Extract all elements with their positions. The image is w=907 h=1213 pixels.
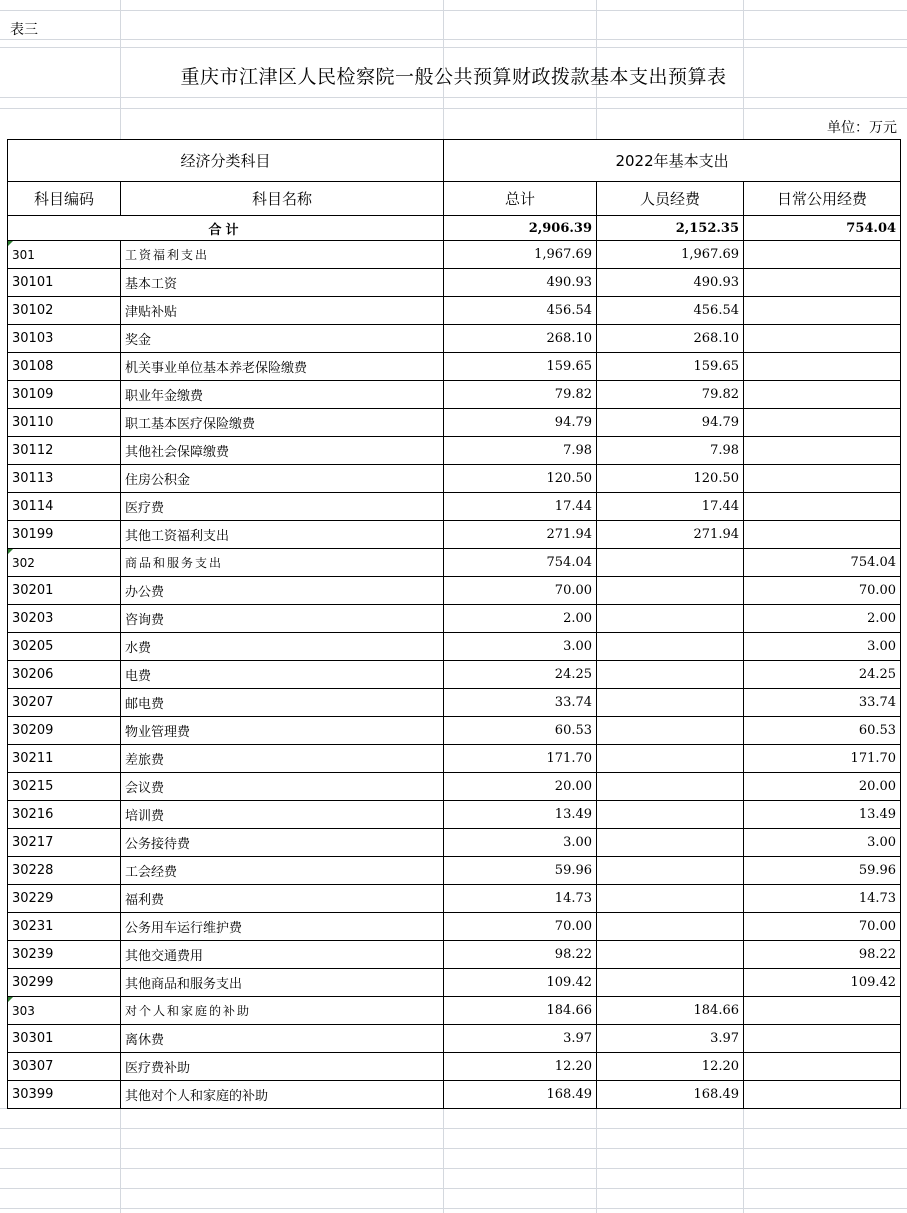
- row-name: 其他交通费用: [121, 941, 444, 969]
- row-personnel: [597, 829, 744, 857]
- row-total: 24.25: [444, 661, 597, 689]
- row-public: [744, 997, 901, 1025]
- row-public: 754.04: [744, 549, 901, 577]
- header-name: 科目名称: [121, 182, 444, 216]
- header-public: 日常公用经费: [744, 182, 901, 216]
- row-personnel: 120.50: [597, 465, 744, 493]
- row-total: 3.00: [444, 633, 597, 661]
- table-row: [8, 521, 901, 549]
- row-personnel: [597, 857, 744, 885]
- row-code: 30112: [8, 437, 121, 465]
- row-name: 离休费: [121, 1025, 444, 1053]
- row-code: 30201: [8, 577, 121, 605]
- category-row: [8, 997, 901, 1025]
- row-name: 物业管理费: [121, 717, 444, 745]
- row-public: [744, 465, 901, 493]
- total-public: 754.04: [744, 216, 901, 241]
- row-public: 3.00: [744, 633, 901, 661]
- row-personnel: 1,967.69: [597, 241, 744, 269]
- row-public: [744, 381, 901, 409]
- row-name: 职业年金缴费: [121, 381, 444, 409]
- cell-marker-icon: [8, 549, 13, 554]
- row-name: 商品和服务支出: [121, 549, 444, 577]
- table-row: [8, 1025, 901, 1053]
- row-code: 30307: [8, 1053, 121, 1081]
- header-year-basic: 2022年基本支出: [444, 140, 901, 182]
- row-total: 94.79: [444, 409, 597, 437]
- cell-marker-icon: [8, 241, 13, 246]
- row-total: 70.00: [444, 913, 597, 941]
- table-row: [8, 885, 901, 913]
- row-total: 13.49: [444, 801, 597, 829]
- row-public: [744, 521, 901, 549]
- row-public: [744, 437, 901, 465]
- row-personnel: [597, 549, 744, 577]
- row-name: 医疗费补助: [121, 1053, 444, 1081]
- table-row: [8, 857, 901, 885]
- total-label: 合计: [8, 216, 444, 241]
- total-total: 2,906.39: [444, 216, 597, 241]
- row-name: 办公费: [121, 577, 444, 605]
- row-name: 工资福利支出: [121, 241, 444, 269]
- row-code: 30108: [8, 353, 121, 381]
- table-row: [8, 1081, 901, 1109]
- table-row: [8, 381, 901, 409]
- table-row: [8, 465, 901, 493]
- row-code: 30231: [8, 913, 121, 941]
- row-total: 268.10: [444, 325, 597, 353]
- row-code: 30110: [8, 409, 121, 437]
- row-code: 30228: [8, 857, 121, 885]
- row-public: [744, 1025, 901, 1053]
- row-personnel: 490.93: [597, 269, 744, 297]
- row-public: [744, 325, 901, 353]
- row-total: 456.54: [444, 297, 597, 325]
- row-total: 159.65: [444, 353, 597, 381]
- row-name: 医疗费: [121, 493, 444, 521]
- table-row: [8, 353, 901, 381]
- row-name: 奖金: [121, 325, 444, 353]
- row-name: 其他社会保障缴费: [121, 437, 444, 465]
- row-personnel: [597, 941, 744, 969]
- row-personnel: 3.97: [597, 1025, 744, 1053]
- row-personnel: 456.54: [597, 297, 744, 325]
- row-name: 机关事业单位基本养老保险缴费: [121, 353, 444, 381]
- row-name: 差旅费: [121, 745, 444, 773]
- table-row: [8, 633, 901, 661]
- row-code: 30239: [8, 941, 121, 969]
- row-personnel: [597, 745, 744, 773]
- row-personnel: 268.10: [597, 325, 744, 353]
- row-code: 30113: [8, 465, 121, 493]
- row-personnel: 17.44: [597, 493, 744, 521]
- total-row: [8, 216, 901, 241]
- row-public: 2.00: [744, 605, 901, 633]
- table-row: [8, 661, 901, 689]
- row-code: 30217: [8, 829, 121, 857]
- row-total: 14.73: [444, 885, 597, 913]
- table-row: [8, 689, 901, 717]
- header-total: 总计: [444, 182, 597, 216]
- row-name: 水费: [121, 633, 444, 661]
- row-name: 公务用车运行维护费: [121, 913, 444, 941]
- row-name: 津贴补贴: [121, 297, 444, 325]
- row-total: 184.66: [444, 997, 597, 1025]
- unit-label: 单位：万元: [827, 120, 897, 136]
- row-public: 98.22: [744, 941, 901, 969]
- row-code: 30199: [8, 521, 121, 549]
- row-public: 109.42: [744, 969, 901, 997]
- row-public: 70.00: [744, 577, 901, 605]
- row-total: 2.00: [444, 605, 597, 633]
- row-code: 30101: [8, 269, 121, 297]
- row-name: 住房公积金: [121, 465, 444, 493]
- row-personnel: 168.49: [597, 1081, 744, 1109]
- row-total: 120.50: [444, 465, 597, 493]
- row-total: 17.44: [444, 493, 597, 521]
- row-personnel: 159.65: [597, 353, 744, 381]
- row-public: 14.73: [744, 885, 901, 913]
- row-public: 13.49: [744, 801, 901, 829]
- row-code: 30103: [8, 325, 121, 353]
- table-row: [8, 745, 901, 773]
- budget-table: [7, 139, 901, 1109]
- total-personnel: 2,152.35: [597, 216, 744, 241]
- row-total: 70.00: [444, 577, 597, 605]
- row-code: 30205: [8, 633, 121, 661]
- row-total: 490.93: [444, 269, 597, 297]
- row-name: 公务接待费: [121, 829, 444, 857]
- row-total: 109.42: [444, 969, 597, 997]
- table-row: [8, 913, 901, 941]
- header-row-1: [8, 140, 901, 182]
- row-code: 30216: [8, 801, 121, 829]
- table-row: [8, 1053, 901, 1081]
- row-personnel: 7.98: [597, 437, 744, 465]
- category-row: [8, 549, 901, 577]
- row-personnel: [597, 773, 744, 801]
- row-public: 3.00: [744, 829, 901, 857]
- row-name: 基本工资: [121, 269, 444, 297]
- row-name: 其他对个人和家庭的补助: [121, 1081, 444, 1109]
- row-personnel: [597, 577, 744, 605]
- table-row: [8, 829, 901, 857]
- table-row: [8, 941, 901, 969]
- row-total: 59.96: [444, 857, 597, 885]
- row-code: 30206: [8, 661, 121, 689]
- row-personnel: [597, 885, 744, 913]
- row-public: [744, 241, 901, 269]
- row-code: 30229: [8, 885, 121, 913]
- row-public: [744, 269, 901, 297]
- row-total: 1,967.69: [444, 241, 597, 269]
- table-row: [8, 717, 901, 745]
- row-name: 其他工资福利支出: [121, 521, 444, 549]
- row-total: 271.94: [444, 521, 597, 549]
- table-row: [8, 801, 901, 829]
- row-code: 30102: [8, 297, 121, 325]
- row-code: 30299: [8, 969, 121, 997]
- table-row: [8, 409, 901, 437]
- row-code: 30301: [8, 1025, 121, 1053]
- row-total: 60.53: [444, 717, 597, 745]
- row-name: 对个人和家庭的补助: [121, 997, 444, 1025]
- row-personnel: [597, 801, 744, 829]
- row-public: 70.00: [744, 913, 901, 941]
- row-public: [744, 493, 901, 521]
- row-public: 33.74: [744, 689, 901, 717]
- sheet-label: 表三: [10, 22, 38, 38]
- row-public: 20.00: [744, 773, 901, 801]
- row-name: 培训费: [121, 801, 444, 829]
- row-code: 30209: [8, 717, 121, 745]
- row-public: [744, 297, 901, 325]
- header-personnel: 人员经费: [597, 182, 744, 216]
- row-personnel: [597, 969, 744, 997]
- row-total: 171.70: [444, 745, 597, 773]
- row-personnel: [597, 689, 744, 717]
- row-total: 7.98: [444, 437, 597, 465]
- table-row: [8, 297, 901, 325]
- row-personnel: [597, 717, 744, 745]
- row-personnel: 79.82: [597, 381, 744, 409]
- row-code: 30215: [8, 773, 121, 801]
- row-name: 会议费: [121, 773, 444, 801]
- row-total: 98.22: [444, 941, 597, 969]
- row-public: [744, 353, 901, 381]
- table-row: [8, 269, 901, 297]
- header-row-2: [8, 182, 901, 216]
- table-row: [8, 605, 901, 633]
- row-public: 60.53: [744, 717, 901, 745]
- row-total: 33.74: [444, 689, 597, 717]
- row-total: 20.00: [444, 773, 597, 801]
- row-name: 工会经费: [121, 857, 444, 885]
- table-row: [8, 577, 901, 605]
- row-name: 职工基本医疗保险缴费: [121, 409, 444, 437]
- row-public: 171.70: [744, 745, 901, 773]
- row-code: 303: [8, 997, 121, 1025]
- table-row: [8, 437, 901, 465]
- header-code: 科目编码: [8, 182, 121, 216]
- row-personnel: 184.66: [597, 997, 744, 1025]
- row-public: [744, 1081, 901, 1109]
- cell-marker-icon: [8, 997, 13, 1002]
- row-code: 30211: [8, 745, 121, 773]
- row-public: 59.96: [744, 857, 901, 885]
- row-total: 3.00: [444, 829, 597, 857]
- row-code: 30109: [8, 381, 121, 409]
- row-personnel: [597, 661, 744, 689]
- row-code: 30207: [8, 689, 121, 717]
- row-code: 302: [8, 549, 121, 577]
- row-code: 30203: [8, 605, 121, 633]
- row-code: 301: [8, 241, 121, 269]
- row-personnel: [597, 913, 744, 941]
- row-name: 电费: [121, 661, 444, 689]
- row-public: [744, 409, 901, 437]
- table-row: [8, 969, 901, 997]
- row-personnel: 12.20: [597, 1053, 744, 1081]
- row-total: 12.20: [444, 1053, 597, 1081]
- row-personnel: 271.94: [597, 521, 744, 549]
- row-name: 其他商品和服务支出: [121, 969, 444, 997]
- row-personnel: 94.79: [597, 409, 744, 437]
- table-row: [8, 493, 901, 521]
- row-public: [744, 1053, 901, 1081]
- header-economic-category: 经济分类科目: [8, 140, 444, 182]
- row-public: 24.25: [744, 661, 901, 689]
- row-code: 30399: [8, 1081, 121, 1109]
- row-total: 3.97: [444, 1025, 597, 1053]
- page-title: 重庆市江津区人民检察院一般公共预算财政拨款基本支出预算表: [180, 66, 727, 88]
- row-code: 30114: [8, 493, 121, 521]
- row-name: 福利费: [121, 885, 444, 913]
- row-personnel: [597, 633, 744, 661]
- table-row: [8, 325, 901, 353]
- table-row: [8, 773, 901, 801]
- category-row: [8, 241, 901, 269]
- row-total: 79.82: [444, 381, 597, 409]
- row-total: 168.49: [444, 1081, 597, 1109]
- row-name: 咨询费: [121, 605, 444, 633]
- row-total: 754.04: [444, 549, 597, 577]
- row-personnel: [597, 605, 744, 633]
- row-name: 邮电费: [121, 689, 444, 717]
